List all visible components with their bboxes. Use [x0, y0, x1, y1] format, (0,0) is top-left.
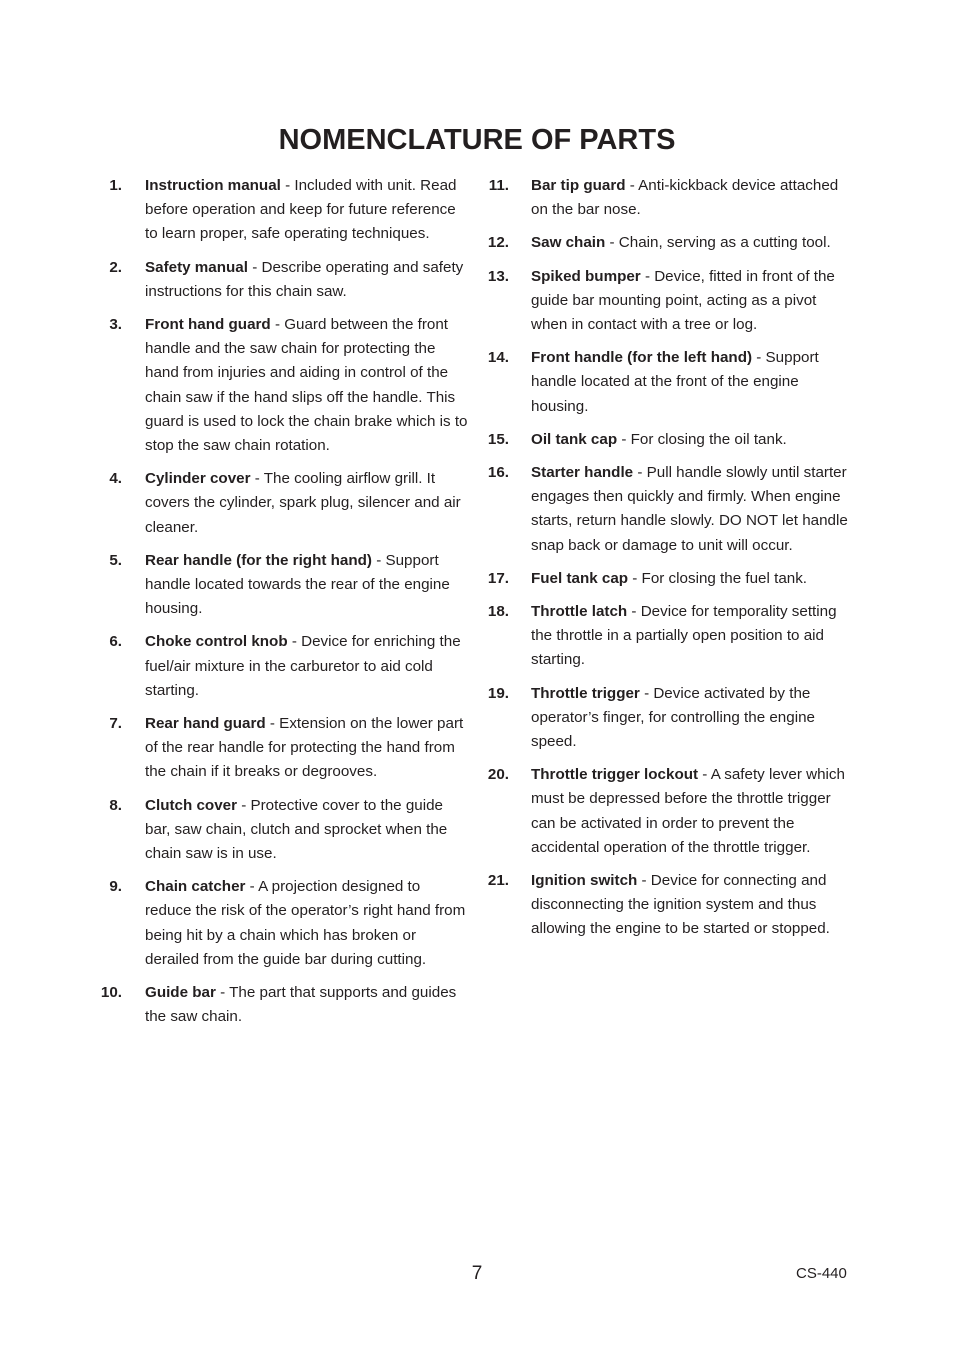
page-number: 7 — [471, 1263, 483, 1284]
item-name: Rear hand guard — [145, 715, 266, 733]
list-item — [483, 231, 850, 255]
item-description: - Guard between the front handle and the saw chain for protecting the hand from injuries and aiding in control of the chain saw if the hand slips off the handle. This guard is used to lock the chain brake which is to stop the saw chain rotation. — [145, 316, 468, 455]
item-number: 8. — [109, 796, 122, 814]
item-number: 13. — [487, 267, 509, 285]
item-name: Safety manual — [145, 258, 248, 276]
list-item — [96, 256, 468, 304]
item-name: Starter handle — [531, 464, 634, 482]
item-description: - Device for temporality setting the throttle in a partially open position to aid starting. — [531, 603, 837, 669]
item-description: - For closing the fuel tank. — [628, 569, 808, 587]
list-item — [96, 549, 468, 622]
model-code: CS-440 — [796, 1265, 847, 1282]
item-name: Instruction manual — [145, 177, 281, 194]
item-number: 21. — [487, 872, 509, 890]
list-item — [96, 981, 468, 1029]
item-name: Front handle (for the left hand) — [531, 349, 753, 367]
item-description: - Extension on the lower part of the rear handle for protecting the hand from the chain if it breaks or degrooves. — [145, 715, 464, 781]
item-description: - Anti-kickback device attached on the bar nose. — [531, 177, 839, 219]
item-number: 11. — [488, 177, 509, 194]
item-description: - A safety lever which must be depressed before the throttle trigger can be activated in order to prevent the accidental operation of the throttle trigger. — [531, 766, 845, 856]
item-number: 20. — [487, 766, 509, 784]
item-description: - The cooling airflow grill. It covers the cylinder, spark plug, silencer and air cleaner. — [145, 470, 461, 536]
list-item — [483, 763, 850, 860]
item-number: 18. — [487, 603, 509, 621]
list-item — [483, 428, 850, 452]
item-name: Front hand guard — [145, 316, 271, 334]
item-number: 15. — [487, 430, 509, 448]
list-item — [483, 265, 850, 338]
item-name: Saw chain — [531, 234, 606, 252]
item-number: 17. — [487, 569, 509, 587]
page-title: NOMENCLATURE OF PARTS — [278, 124, 676, 156]
item-number: 19. — [487, 684, 509, 702]
item-number: 14. — [487, 349, 509, 367]
item-name: Clutch cover — [145, 796, 237, 814]
item-description: - Chain, serving as a cutting tool. — [605, 234, 831, 252]
item-name: Oil tank cap — [531, 430, 618, 448]
item-number: 7. — [109, 715, 122, 733]
item-description: - A projection designed to reduce the risk of the operator’s right hand from being hit by a chain which has broken or derailed from the guide bar during cutting. — [145, 878, 466, 968]
list-item — [483, 567, 850, 591]
item-name: Rear handle (for the right hand) — [145, 551, 372, 569]
item-description: - The part that supports and guides the saw chain. — [145, 984, 457, 1026]
list-item — [96, 313, 468, 458]
item-number: 9. — [109, 878, 122, 896]
item-name: Guide bar — [145, 984, 216, 1002]
item-number: 2. — [109, 258, 122, 276]
list-item — [96, 794, 468, 867]
item-name: Fuel tank cap — [531, 569, 629, 587]
left-column — [96, 174, 468, 1039]
item-description: - For closing the oil tank. — [617, 430, 787, 448]
item-name: Chain catcher — [145, 878, 246, 896]
list-item — [483, 461, 850, 558]
list-item — [96, 630, 468, 703]
item-number: 6. — [109, 633, 122, 651]
item-number: 3. — [109, 316, 122, 334]
item-name: Choke control knob — [145, 633, 288, 651]
list-item — [96, 467, 468, 540]
item-number: 1. — [109, 177, 122, 194]
item-number: 4. — [109, 470, 122, 488]
list-item — [483, 869, 850, 942]
list-item — [483, 600, 850, 673]
item-name: Ignition switch — [531, 872, 638, 890]
list-item — [483, 682, 850, 755]
right-column — [483, 174, 850, 951]
item-number: 10. — [100, 984, 122, 1002]
item-description: - Pull handle slowly until starter engages then quickly and firmly. When engine starts, return handle slowly. DO NOT let handle snap back or damage to unit will occur. — [531, 464, 848, 554]
item-description: - Device, fitted in front of the guide bar mounting point, acting as a pivot when in contact with a tree or log. — [531, 267, 835, 334]
list-item — [483, 346, 850, 419]
item-name: Bar tip guard — [531, 177, 626, 194]
item-description: - Device activated by the operator’s finger, for controlling the engine speed. — [531, 684, 815, 751]
list-item — [483, 174, 850, 222]
item-number: 16. — [487, 464, 509, 482]
list-item — [96, 712, 468, 785]
list-item — [96, 174, 468, 247]
item-description: - Device for enriching the fuel/air mixture in the carburetor to aid cold starting. — [145, 633, 461, 699]
item-description: - Support handle located at the front of the engine housing. — [531, 349, 819, 415]
list-item — [96, 875, 468, 972]
item-name: Throttle latch — [531, 603, 628, 621]
item-description: - Included with unit. Read before operation and keep for future reference to learn proper, safe operating techniques. — [145, 177, 457, 243]
item-number: 5. — [109, 551, 122, 569]
item-name: Spiked bumper — [531, 267, 641, 285]
item-description: - Describe operating and safety instructions for this chain saw. — [145, 258, 464, 300]
item-name: Throttle trigger lockout — [531, 766, 699, 784]
item-name: Cylinder cover — [145, 470, 251, 488]
item-description: - Support handle located towards the rear of the engine housing. — [145, 551, 450, 618]
item-number: 12. — [487, 234, 509, 252]
item-description: - Protective cover to the guide bar, saw chain, clutch and sprocket when the chain saw is in use. — [145, 796, 448, 863]
item-name: Throttle trigger — [531, 684, 640, 702]
item-description: - Device for connecting and disconnecting the ignition system and thus allowing the engine to be started or stopped. — [531, 872, 830, 938]
